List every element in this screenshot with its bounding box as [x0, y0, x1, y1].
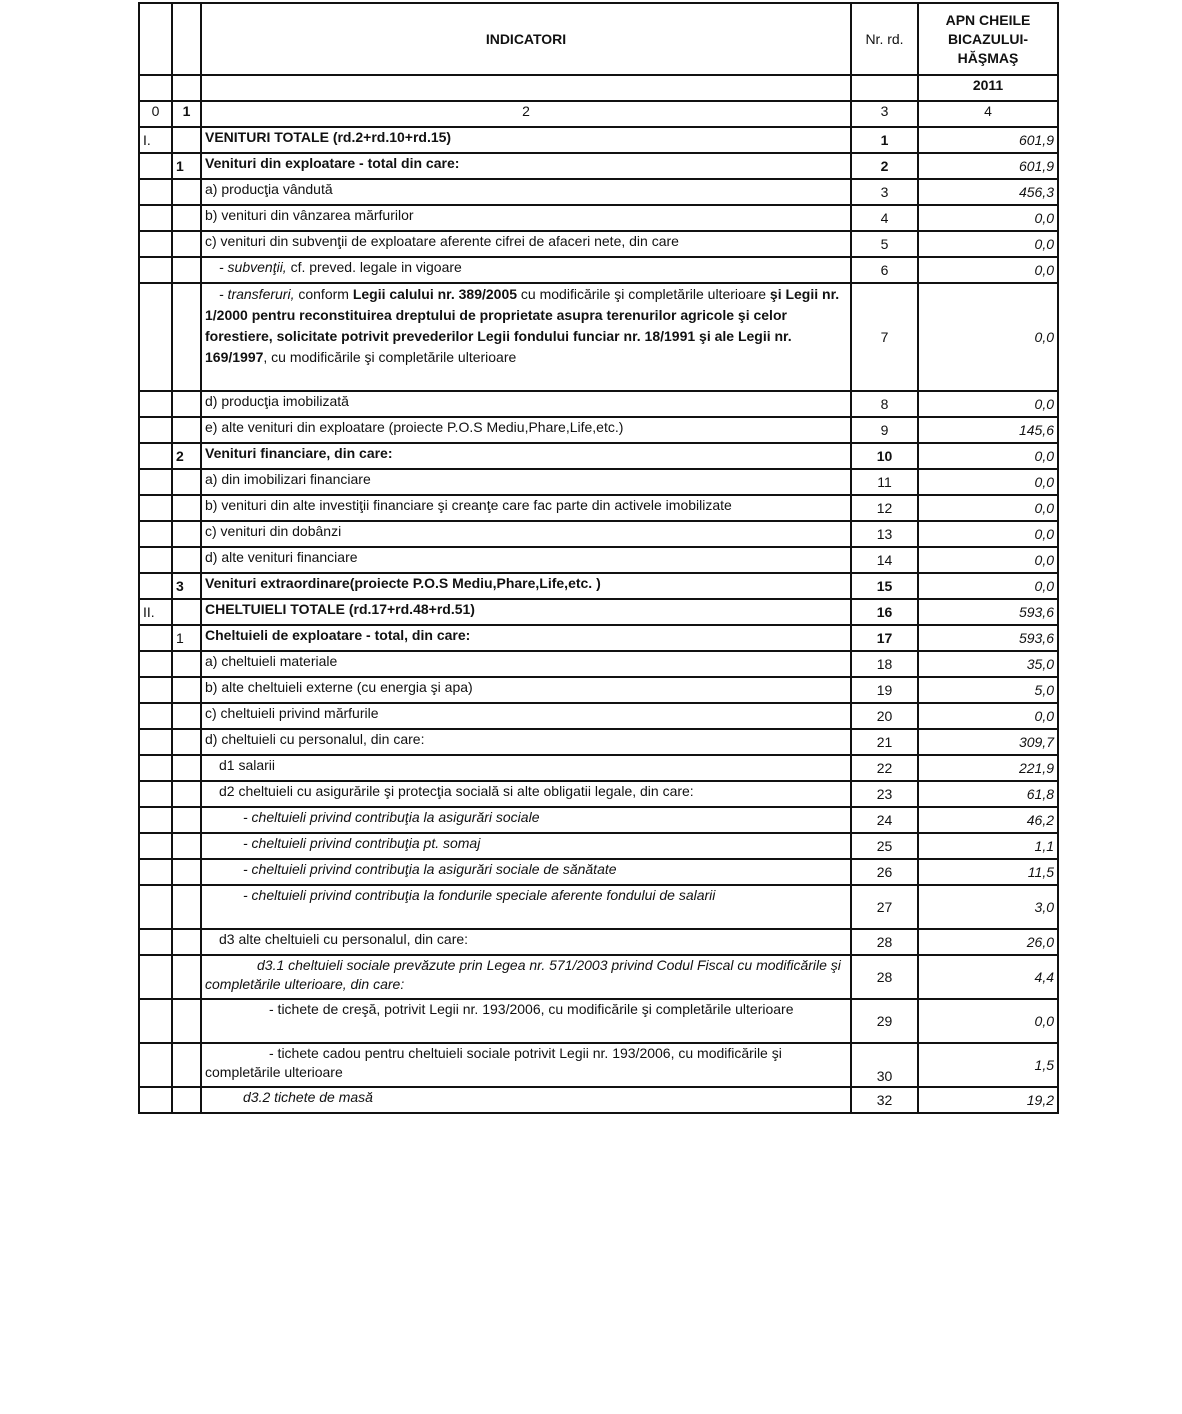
section-index: 1 — [172, 625, 201, 651]
label-text: - cheltuieli privind contribuţia la asigurări sociale — [243, 809, 540, 825]
year-cell: 2011 — [918, 75, 1058, 101]
indicator-label: b) venituri din vânzarea mărfurilor — [201, 205, 851, 231]
section-index: 2 — [172, 443, 201, 469]
table-row — [139, 677, 1058, 703]
label-part: cu modificările şi completările ulterioare — [517, 286, 770, 302]
table-row — [139, 859, 1058, 885]
table-row — [139, 651, 1058, 677]
label-text: - cheltuieli privind contribuţia la fondurile speciale aferente fondului de salarii — [243, 887, 716, 903]
row-number: 22 — [851, 755, 918, 781]
table-row — [139, 547, 1058, 573]
indicator-label: d) alte venituri financiare — [201, 547, 851, 573]
row-number: 20 — [851, 703, 918, 729]
org-line-3: HĂŞMAŞ — [957, 49, 1019, 66]
value-cell: 0,0 — [918, 443, 1058, 469]
indicator-label — [201, 283, 851, 391]
table-row — [139, 1043, 1058, 1087]
table-row — [139, 625, 1058, 651]
section-index: 3 — [172, 573, 201, 599]
row-number: 26 — [851, 859, 918, 885]
table-row — [139, 703, 1058, 729]
table-row — [139, 955, 1058, 999]
org-line-1: APN CHEILE — [945, 11, 1031, 28]
row-number: 7 — [851, 283, 918, 391]
indicator-label: VENITURI TOTALE (rd.2+rd.10+rd.15) — [201, 127, 851, 153]
table-row — [139, 127, 1058, 153]
indicator-label — [201, 781, 851, 807]
value-cell: 61,8 — [918, 781, 1058, 807]
value-cell: 3,0 — [918, 885, 1058, 929]
value-cell: 0,0 — [918, 469, 1058, 495]
table-row — [139, 807, 1058, 833]
value-cell: 0,0 — [918, 521, 1058, 547]
budget-indicators-table — [138, 2, 1059, 1114]
row-number: 5 — [851, 231, 918, 257]
row-number: 6 — [851, 257, 918, 283]
row-number: 19 — [851, 677, 918, 703]
indicator-label: Venituri din exploatare - total din care: — [201, 153, 851, 179]
value-cell: 0,0 — [918, 495, 1058, 521]
value-cell: 456,3 — [918, 179, 1058, 205]
row-number: 15 — [851, 573, 918, 599]
col-number: 3 — [851, 101, 918, 127]
col-number: 0 — [139, 101, 172, 127]
table-row — [139, 521, 1058, 547]
indicator-label: d) cheltuieli cu personalul, din care: — [201, 729, 851, 755]
row-number: 32 — [851, 1087, 918, 1113]
row-number: 1 — [851, 127, 918, 153]
label-part: , cu modificările şi completările ulterioare — [263, 349, 517, 365]
indicator-label: a) din imobilizari financiare — [201, 469, 851, 495]
roman-index: II. — [139, 599, 172, 625]
value-cell: 0,0 — [918, 703, 1058, 729]
value-cell: 5,0 — [918, 677, 1058, 703]
indicator-label: Cheltuieli de exploatare - total, din care: — [201, 625, 851, 651]
indicator-label — [201, 833, 851, 859]
indicator-label — [201, 807, 851, 833]
label-italic-part: - subvenţii, — [219, 259, 287, 275]
table-row — [139, 443, 1058, 469]
row-number: 17 — [851, 625, 918, 651]
table-row — [139, 999, 1058, 1043]
value-cell: 1,5 — [918, 1043, 1058, 1087]
table-row — [139, 1087, 1058, 1113]
row-number: 18 — [851, 651, 918, 677]
row-number: 9 — [851, 417, 918, 443]
value-cell: 593,6 — [918, 625, 1058, 651]
label-bold-part: şi Legii nr. 1/2000 pentru reconstituirea dreptului de proprietate asupra terenurilor agricole şi celor forestiere, solicitate potrivit prevederilor Legii fondului funciar nr. 18/1991 şi ale Legii nr. 169/1997 — [205, 286, 840, 365]
row-number: 8 — [851, 391, 918, 417]
label-bold-part: Legii calului nr. 389/2005 — [352, 286, 518, 302]
value-cell: 0,0 — [918, 283, 1058, 391]
row-number: 27 — [851, 885, 918, 929]
table-row — [139, 929, 1058, 955]
indicator-label: c) venituri din subvenţii de exploatare aferente cifrei de afaceri nete, din care — [201, 231, 851, 257]
table-row — [139, 573, 1058, 599]
value-cell: 0,0 — [918, 999, 1058, 1043]
label-text: d2 cheltuieli cu asigurările şi protecţia socială si alte obligatii legale, din care: — [219, 783, 694, 799]
table-row — [139, 257, 1058, 283]
indicator-label: a) cheltuieli materiale — [201, 651, 851, 677]
row-number: 29 — [851, 999, 918, 1043]
label-part: cf. preved. legale in vigoare — [286, 259, 462, 275]
row-number: 10 — [851, 443, 918, 469]
row-number: 28 — [851, 955, 918, 999]
header-indicatori: INDICATORI — [201, 3, 851, 75]
indicator-label: b) venituri din alte investiţii financiare şi creanţe care fac parte din activele imobilizate — [201, 495, 851, 521]
section-index: 1 — [172, 153, 201, 179]
value-cell: 35,0 — [918, 651, 1058, 677]
header-nr-rd: Nr. rd. — [851, 3, 918, 75]
indicator-label: d) producţia imobilizată — [201, 391, 851, 417]
label-italic-part: - transferuri, — [219, 286, 295, 302]
year-row — [139, 75, 1058, 101]
row-number: 3 — [851, 179, 918, 205]
table-row — [139, 781, 1058, 807]
value-cell: 0,0 — [918, 573, 1058, 599]
value-cell: 145,6 — [918, 417, 1058, 443]
table-row — [139, 205, 1058, 231]
indicator-label — [201, 929, 851, 955]
indicator-label: - tichete cadou pentru cheltuieli sociale potrivit Legii nr. 193/2006, cu modificările şi completările ulterioare — [201, 1043, 851, 1087]
col-number: 2 — [201, 101, 851, 127]
col-number: 4 — [918, 101, 1058, 127]
label-part: conform — [294, 286, 353, 302]
label-text: - cheltuieli privind contribuţia la asigurări sociale de sănătate — [243, 861, 617, 877]
value-cell: 0,0 — [918, 391, 1058, 417]
indicator-label: b) alte cheltuieli externe (cu energia şi apa) — [201, 677, 851, 703]
row-number: 11 — [851, 469, 918, 495]
indicator-label: a) producţia vândută — [201, 179, 851, 205]
value-cell: 19,2 — [918, 1087, 1058, 1113]
value-cell: 309,7 — [918, 729, 1058, 755]
indicator-label: Venituri extraordinare(proiecte P.O.S Mediu,Phare,Life,etc. ) — [201, 573, 851, 599]
value-cell: 0,0 — [918, 257, 1058, 283]
table-row — [139, 729, 1058, 755]
row-number: 23 — [851, 781, 918, 807]
org-line-2: BICAZULUI- — [947, 30, 1029, 47]
indicator-label: c) venituri din dobânzi — [201, 521, 851, 547]
row-number: 12 — [851, 495, 918, 521]
value-cell: 0,0 — [918, 547, 1058, 573]
table-row — [139, 755, 1058, 781]
row-number: 13 — [851, 521, 918, 547]
value-cell: 601,9 — [918, 127, 1058, 153]
header-row — [139, 3, 1058, 75]
table-row — [139, 469, 1058, 495]
table-row — [139, 885, 1058, 929]
indicator-label: CHELTUIELI TOTALE (rd.17+rd.48+rd.51) — [201, 599, 851, 625]
value-cell: 26,0 — [918, 929, 1058, 955]
indicator-label — [201, 755, 851, 781]
indicator-label: - tichete de creşă, potrivit Legii nr. 193/2006, cu modificările şi completările ulterioare — [201, 999, 851, 1043]
roman-index: I. — [139, 127, 172, 153]
table-row — [139, 833, 1058, 859]
row-number: 14 — [851, 547, 918, 573]
value-cell: 601,9 — [918, 153, 1058, 179]
table-row — [139, 231, 1058, 257]
table-row — [139, 495, 1058, 521]
table-row — [139, 391, 1058, 417]
row-number: 25 — [851, 833, 918, 859]
indicator-label: d3.1 cheltuieli sociale prevăzute prin Legea nr. 571/2003 privind Codul Fiscal cu modificările şi completările ulterioare, din care: — [201, 955, 851, 999]
table-row — [139, 283, 1058, 391]
row-number: 16 — [851, 599, 918, 625]
row-number: 30 — [851, 1043, 918, 1087]
indicator-label: Venituri financiare, din care: — [201, 443, 851, 469]
row-number: 4 — [851, 205, 918, 231]
row-number: 28 — [851, 929, 918, 955]
label-text: d3 alte cheltuieli cu personalul, din care: — [219, 931, 469, 947]
header-blank-a — [139, 3, 172, 75]
table-row — [139, 153, 1058, 179]
header-blank-b — [172, 3, 201, 75]
indicator-label — [201, 859, 851, 885]
row-number: 2 — [851, 153, 918, 179]
header-organization — [918, 3, 1058, 75]
indicator-label — [201, 885, 851, 929]
value-cell: 4,4 — [918, 955, 1058, 999]
value-cell: 11,5 — [918, 859, 1058, 885]
indicator-label: c) cheltuieli privind mărfurile — [201, 703, 851, 729]
value-cell: 221,9 — [918, 755, 1058, 781]
col-number: 1 — [172, 101, 201, 127]
table-row — [139, 599, 1058, 625]
row-number: 21 — [851, 729, 918, 755]
label-text: d3.2 tichete de masă — [243, 1089, 373, 1105]
table-row — [139, 179, 1058, 205]
label-text: - cheltuieli privind contribuţia pt. somaj — [243, 835, 481, 851]
value-cell: 0,0 — [918, 231, 1058, 257]
indicator-label: e) alte venituri din exploatare (proiecte P.O.S Mediu,Phare,Life,etc.) — [201, 417, 851, 443]
column-number-row — [139, 101, 1058, 127]
row-number: 24 — [851, 807, 918, 833]
label-text: d1 salarii — [219, 757, 276, 773]
indicator-label — [201, 257, 851, 283]
indicator-label — [201, 1087, 851, 1113]
value-cell: 46,2 — [918, 807, 1058, 833]
value-cell: 1,1 — [918, 833, 1058, 859]
table-row — [139, 417, 1058, 443]
value-cell: 0,0 — [918, 205, 1058, 231]
value-cell: 593,6 — [918, 599, 1058, 625]
